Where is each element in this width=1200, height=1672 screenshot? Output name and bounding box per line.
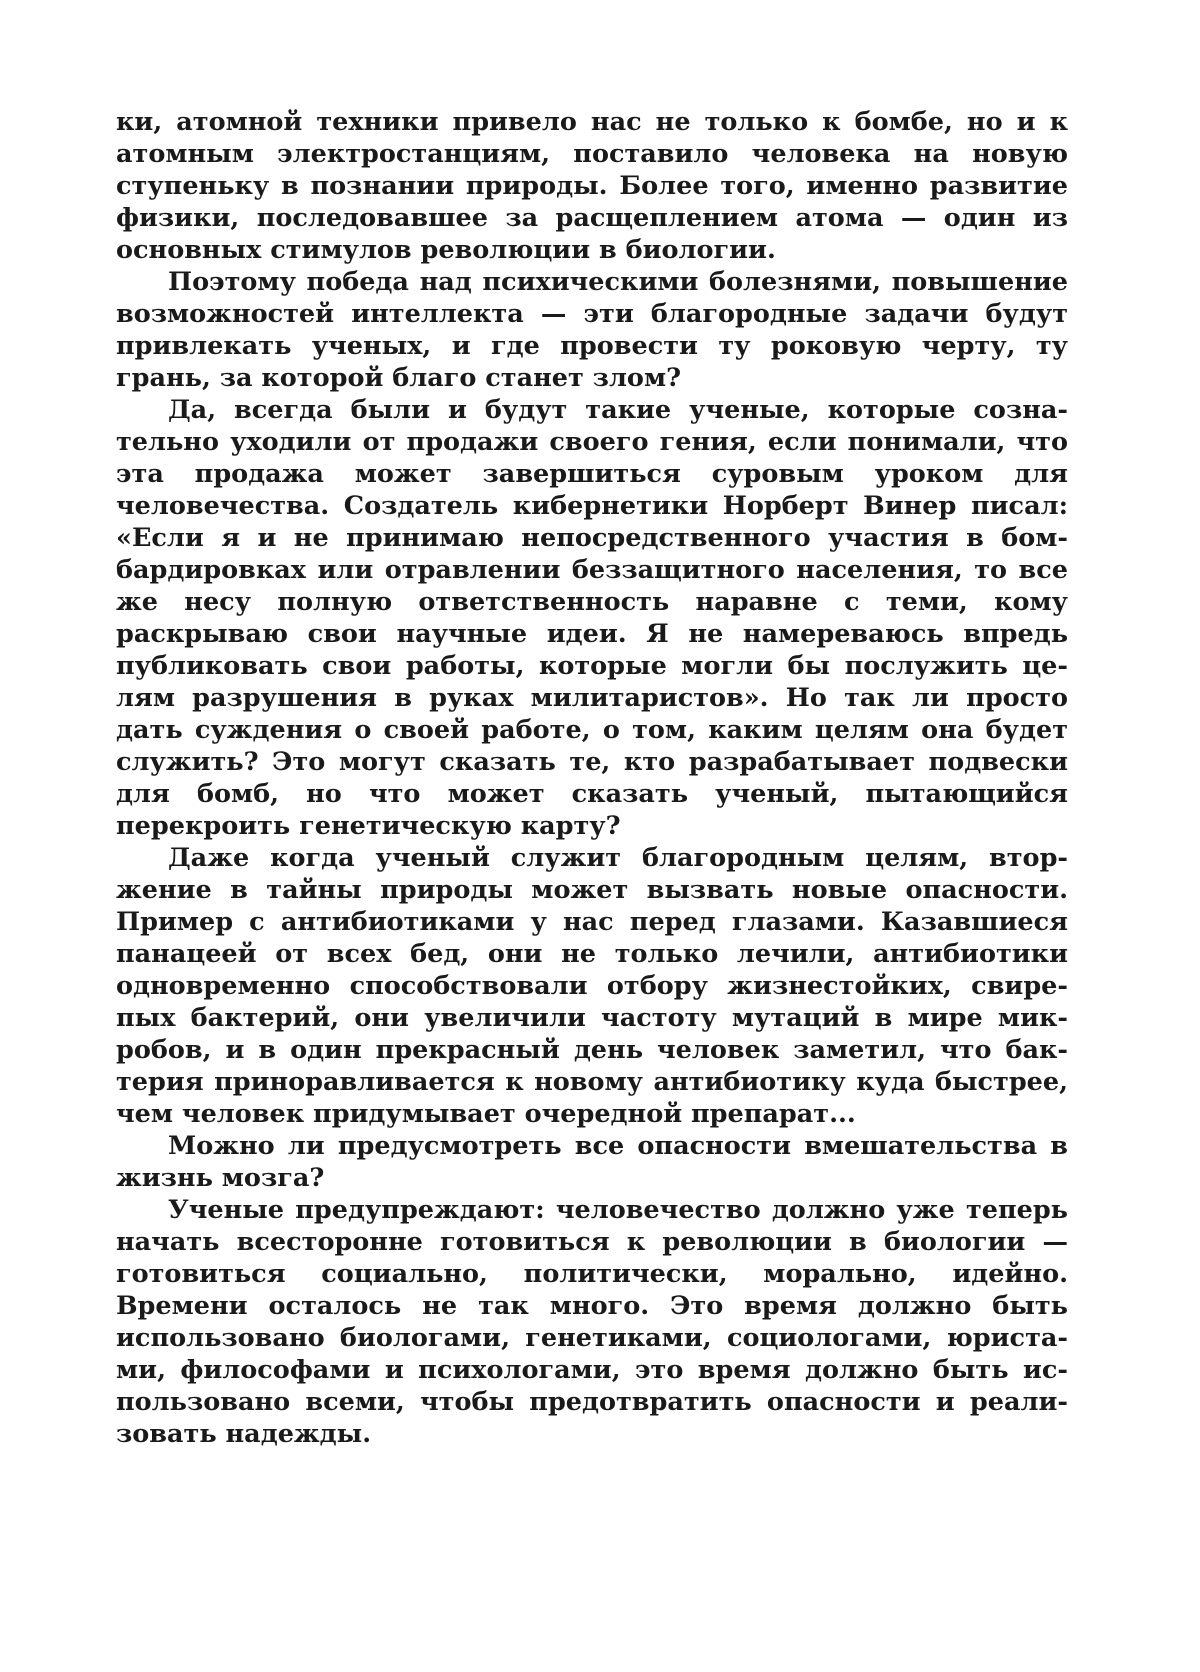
paragraph-2: Поэтому победа над психическими болезнями, повышение возможностей интеллекта — эти благородные задачи будут привлекать ученых, и где провести ту роковую черту, ту грань, за которой благо станет злом? <box>116 267 1068 393</box>
paragraph-3: Да, всегда были и будут такие ученые, которые сознательно уходили от продажи своего гения, если понимали, что эта продажа может завершиться суровым уроком для человечества. Создатель кибернетики Норберт Винер писал: «Если я и не принимаю непосредственного участия в бомбардировках или отравлении беззащитного населения, то все же несу полную ответственность наравне с теми, кому раскрываю свои научные идеи. Я не намереваюсь впредь публиковать свои работы, которые могли бы послужить целям разрушения в руках милитаристов». Но так ли просто дать суждения о своей работе, о том, каким целям она будет служить? Это могут сказать те, кто разрабатывает подвески для бомб, но что может сказать ученый, пытающийся перекроить генетическую карту? <box>116 395 1068 841</box>
paragraph-1: ки, атомной техники привело нас не только к бомбе, но и к атомным электростанциям, поставило человека на новую ступеньку в познании природы. Более того, именно развитие физики, последовавшее за расщеплением атома — один из основных стимулов революции в биологии. <box>116 107 1068 265</box>
book-page-text <box>116 106 1068 1450</box>
paragraph-6: Ученые предупреждают: человечество должно уже теперь начать всесторонне готовиться к революции в биологии — готовиться социально, политически, морально, идейно. Времени осталось не так много. Это время должно быть использовано биологами, генетиками, социологами, юристами, философами и психологами, это время должно быть использовано всеми, чтобы предотвратить опасности и реализовать надежды. <box>116 1195 1068 1449</box>
paragraph-5: Можно ли предусмотреть все опасности вмешательства в жизнь мозга? <box>116 1131 1068 1193</box>
paragraph-4: Даже когда ученый служит благородным целям, вторжение в тайны природы может вызвать новые опасности. Пример с антибиотиками у нас перед глазами. Казавшиеся панацеей от всех бед, они не только лечили, антибиотики одновременно способствовали отбору жизнестойких, свирепых бактерий, они увеличили частоту мутаций в мире микробов, и в один прекрасный день человек заметил, что бактерия приноравливается к новому антибиотику куда быстрее, чем человек придумывает очередной препарат... <box>116 843 1068 1129</box>
